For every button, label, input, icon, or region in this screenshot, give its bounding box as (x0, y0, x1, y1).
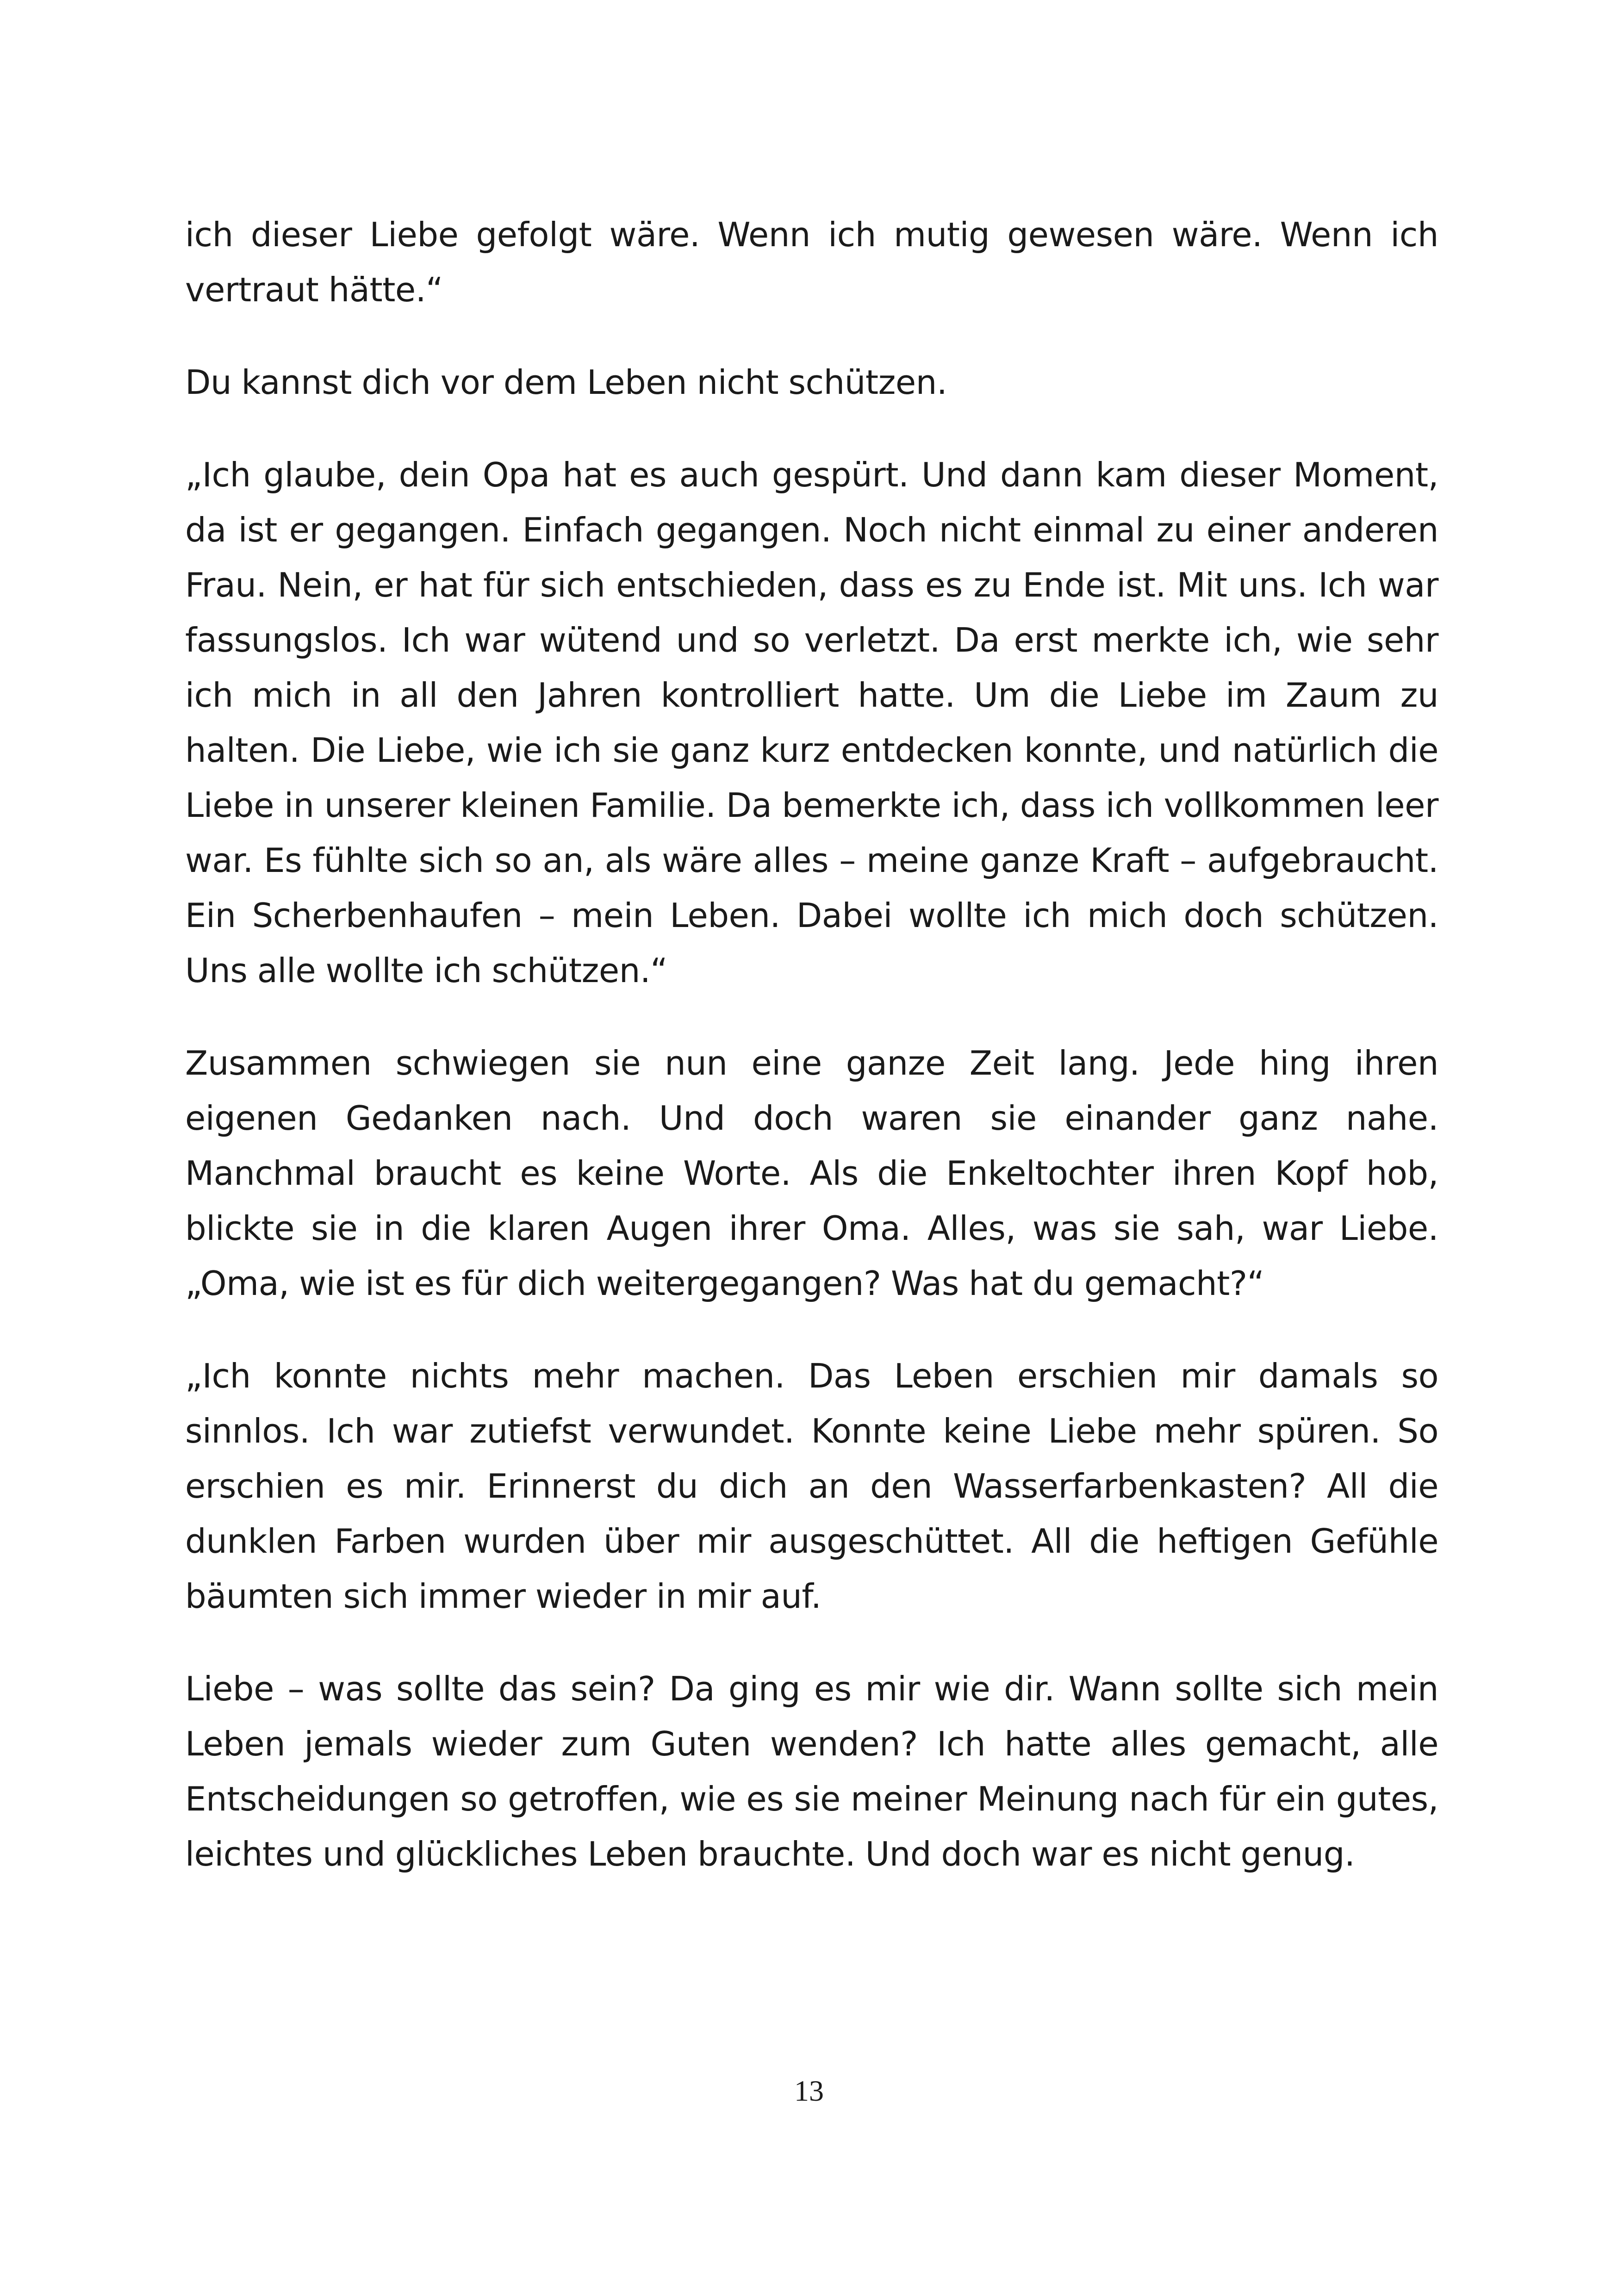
body-text (185, 207, 1438, 1919)
paragraph: „Ich konnte nichts mehr machen. Das Leben erschien mir damals so sinnlos. Ich war zutiefst verwundet. Konnte keine Liebe mehr spüren. So erschien es mir. Erinnerst du dich an den Wasserfarbenkasten? All die dunklen Farben wurden über mir ausgeschüttet. All die heftigen Gefühle bäumten sich immer wieder in mir auf. (185, 1356, 1438, 1616)
paragraph: Liebe – was sollte das sein? Da ging es mir wie dir. Wann sollte sich mein Leben jemals wieder zum Guten wenden? Ich hatte alles gemacht, alle Entscheidungen so getroffen, wie es sie meiner Meinung nach für ein gutes, leichtes und glückliches Leben brauchte. Und doch war es nicht genug. (185, 1669, 1438, 1873)
page-number: 13 (794, 2074, 824, 2107)
paragraph: „Ich glaube, dein Opa hat es auch gespürt. Und dann kam dieser Moment, da ist er gegangen. Einfach gegangen. Noch nicht einmal zu einer anderen Frau. Nein, er hat für sich entschieden, dass es zu Ende ist. Mit uns. Ich war fassungslos. Ich war wütend und so verletzt. Da erst merkte ich, wie sehr ich mich in all den Jahren kontrolliert hatte. Um die Liebe im Zaum zu halten. Die Liebe, wie ich sie ganz kurz entdecken konnte, und natürlich die Liebe in unserer kleinen Familie. Da bemerkte ich, dass ich vollkommen leer war. Es fühlte sich so an, als wäre alles – meine ganze Kraft – aufgebraucht. Ein Scherbenhaufen – mein Leben. Dabei wollte ich mich doch schützen. Uns alle wollte ich schützen.“ (185, 455, 1438, 990)
paragraph: Du kannst dich vor dem Leben nicht schützen. (185, 363, 947, 402)
paragraph: ich dieser Liebe gefolgt wäre. Wenn ich mutig gewesen wäre. Wenn ich vertraut hätte.“ (185, 215, 1438, 309)
paragraph: Zusammen schwiegen sie nun eine ganze Zeit lang. Jede hing ihren eigenen Gedanken nach. Und doch waren sie einander ganz nahe. Manchmal braucht es keine Worte. Als die Enkeltochter ihren Kopf hob, blickte sie in die klaren Augen ihrer Oma. Alles, was sie sah, war Liebe. „Oma, wie ist es für dich weitergegangen? Was hat du gemacht?“ (185, 1044, 1438, 1303)
